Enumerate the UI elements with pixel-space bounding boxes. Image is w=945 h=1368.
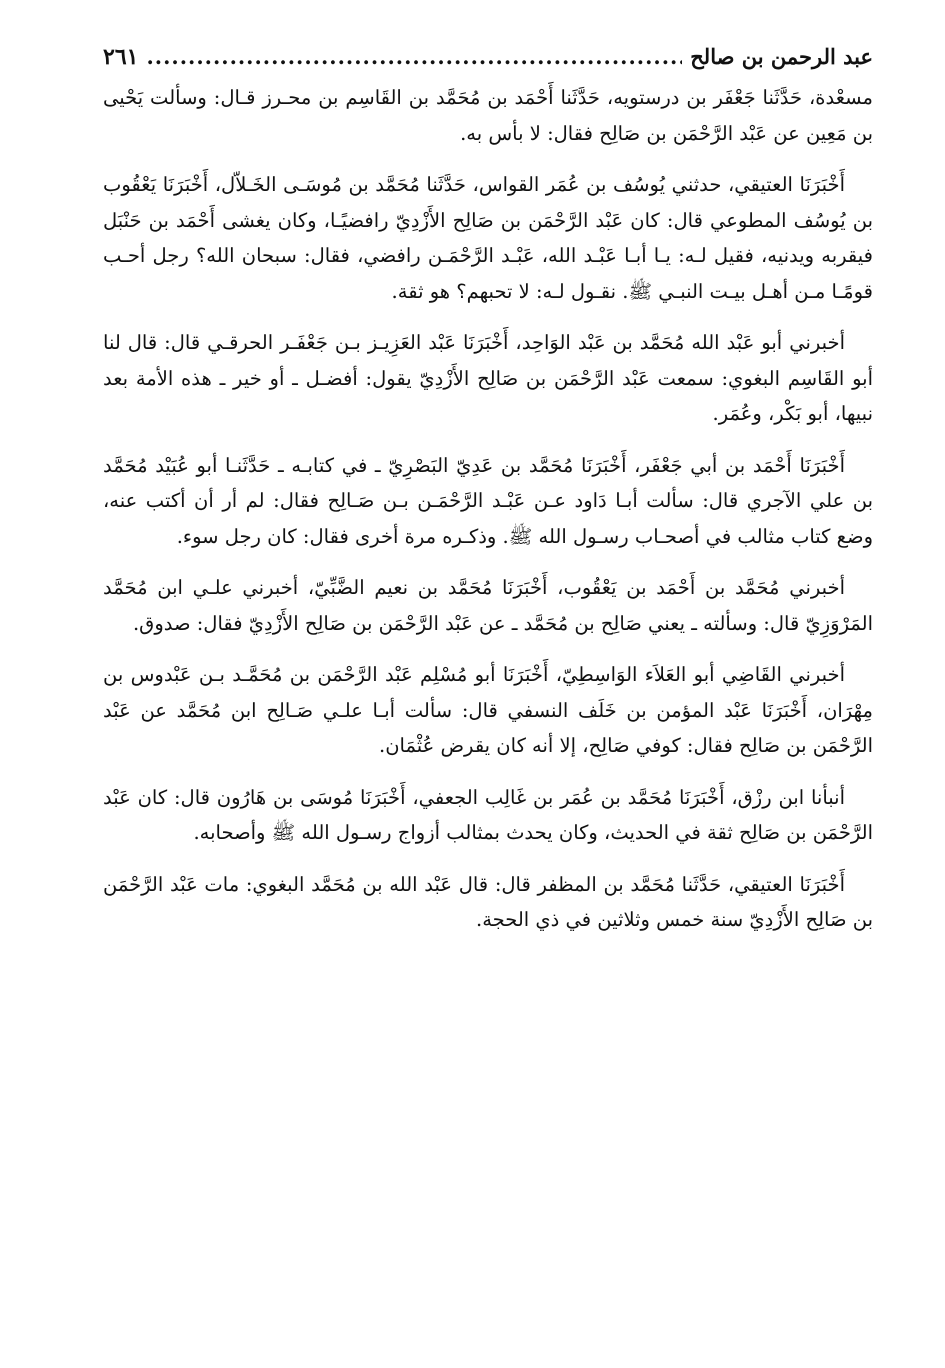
paragraph-7: أنبأنا ابن رزْق، أَخْبَرَنَا مُحَمَّد بن عُمَر بن غَالِب الجعفي، أَخْبَرَنَا مُوسَى بن هَارُون قال: كان عَبْد الرَّحْمَن بن صَالِح ثقة في الحديث، وكان يحدث بمثالب أزواج رسـول الله ﷺ وأصحابه.: [103, 785, 873, 844]
paragraph-4: أَخْبَرَنَا أَحْمَد بن أبي جَعْفَر، أَخْبَرَنَا مُحَمَّد بن عَدِيّ البَصْرِيّ ـ في كتابـه ـ حَدَّثَنـا أبو عُبَيْد مُحَمَّد بن علي الآجري قال: سألت أبـا دَاود عـن عَبْـد الرَّحْمَـن بـن صَـالِح فقال: لم أر أن أكتب عنه، وضع كتاب مثالب في أصحـاب رسـول الله ﷺ. وذكـره مرة أخرى فقال: كان رجل سوء.: [103, 453, 873, 548]
header-dot-leader: [146, 40, 682, 74]
paragraph-8: أَخْبَرَنَا العتيقي، حَدَّثَنا مُحَمَّد بن المظفر قال: قال عَبْد الله بن مُحَمَّد البغوي: مات عَبْد الرَّحْمَن بن صَالِح الأَزْدِيّ سنة خمس وثلاثين في ذي الحجة.: [103, 872, 873, 931]
paragraph-3: أخبرني أبو عَبْد الله مُحَمَّد بن عَبْد الوَاحِد، أَخْبَرَنَا عَبْد العَزِيـز بـن جَعْفَـر الحرقـي قال: قال لنا أبو القَاسِم البغوي: سمعت عَبْد الرَّحْمَن بن صَالِح الأَزْدِيّ يقول: أفضـل ـ أو خير ـ هذه الأمة بعد نبيها، أبو بَكْر، وعُمَر.: [103, 331, 873, 425]
book-page: [103, 40, 873, 954]
page-number: ٢٦١: [103, 44, 139, 70]
running-header: [103, 40, 873, 80]
paragraph-6: أخبرني القَاضِي أبو العَلاَء الوَاسِطِيّ، أَخْبَرَنَا أبو مُسْلِم عَبْد الرَّحْمَن بن مُحَمَّـد بـن عَبْدوس بن مِهْرَان، أَخْبَرَنَا عَبْد المؤمن بن خَلَف النسفي قال: سألت أبـا علـي صَـالِح ابن مُحَمَّد عن عَبْد الرَّحْمَن بن صَالِح فقال: كوفي صَالِح، إلا أنه كان يقرض عُثْمَان.: [103, 663, 873, 757]
paragraph-5: أخبرني مُحَمَّد بن أَحْمَد بن يَعْقُوب، أَخْبَرَنَا مُحَمَّد بن نعيم الضَّبِّيّ، أخبرني علـي ابن مُحَمَّد المَرْوَزِيّ قال: وسألته ـ يعني صَالِح بن مُحَمَّد ـ عن عَبْد الرَّحْمَن بن صَالِح الأَزْدِيّ فقال: صدوق.: [103, 576, 873, 635]
paragraph-2: أَخْبَرَنَا العتيقي، حدثني يُوسُف بن عُمَر القواس، حَدَّثَنا مُحَمَّد بن مُوسَـى الخَـلاّل، أَخْبَرَنَا يَعْقُوب بن يُوسُف المطوعي قال: كان عَبْد الرَّحْمَن بن صَالِح الأَزْدِيّ رافضيًـا، وكان يغشى أَحْمَد بن حَنْبَل فيقربه ويدنيه، فقيل لـه: يـا أبـا عَبْـد الله، عَبْـد الرَّحْمَـن رافضي، فقال: سبحان الله؟ رجل أحـب قومًـا مـن أهـل بيـت النبـي ﷺ. نقـول لـه: لا تحبهم؟ هو ثقة.: [103, 173, 873, 303]
paragraph-1: مسعْدة، حَدَّثَنا جَعْفَر بن درستويه، حَدَّثَنا أَحْمَد بن مُحَمَّد بن القَاسِم بن محـرز قـال: وسألت يَحْيى بن مَعِين عن عَبْد الرَّحْمَن بن صَالِح فقال: لا بأس به.: [103, 86, 873, 145]
header-title: عبد الرحمن بن صالح: [690, 44, 873, 69]
